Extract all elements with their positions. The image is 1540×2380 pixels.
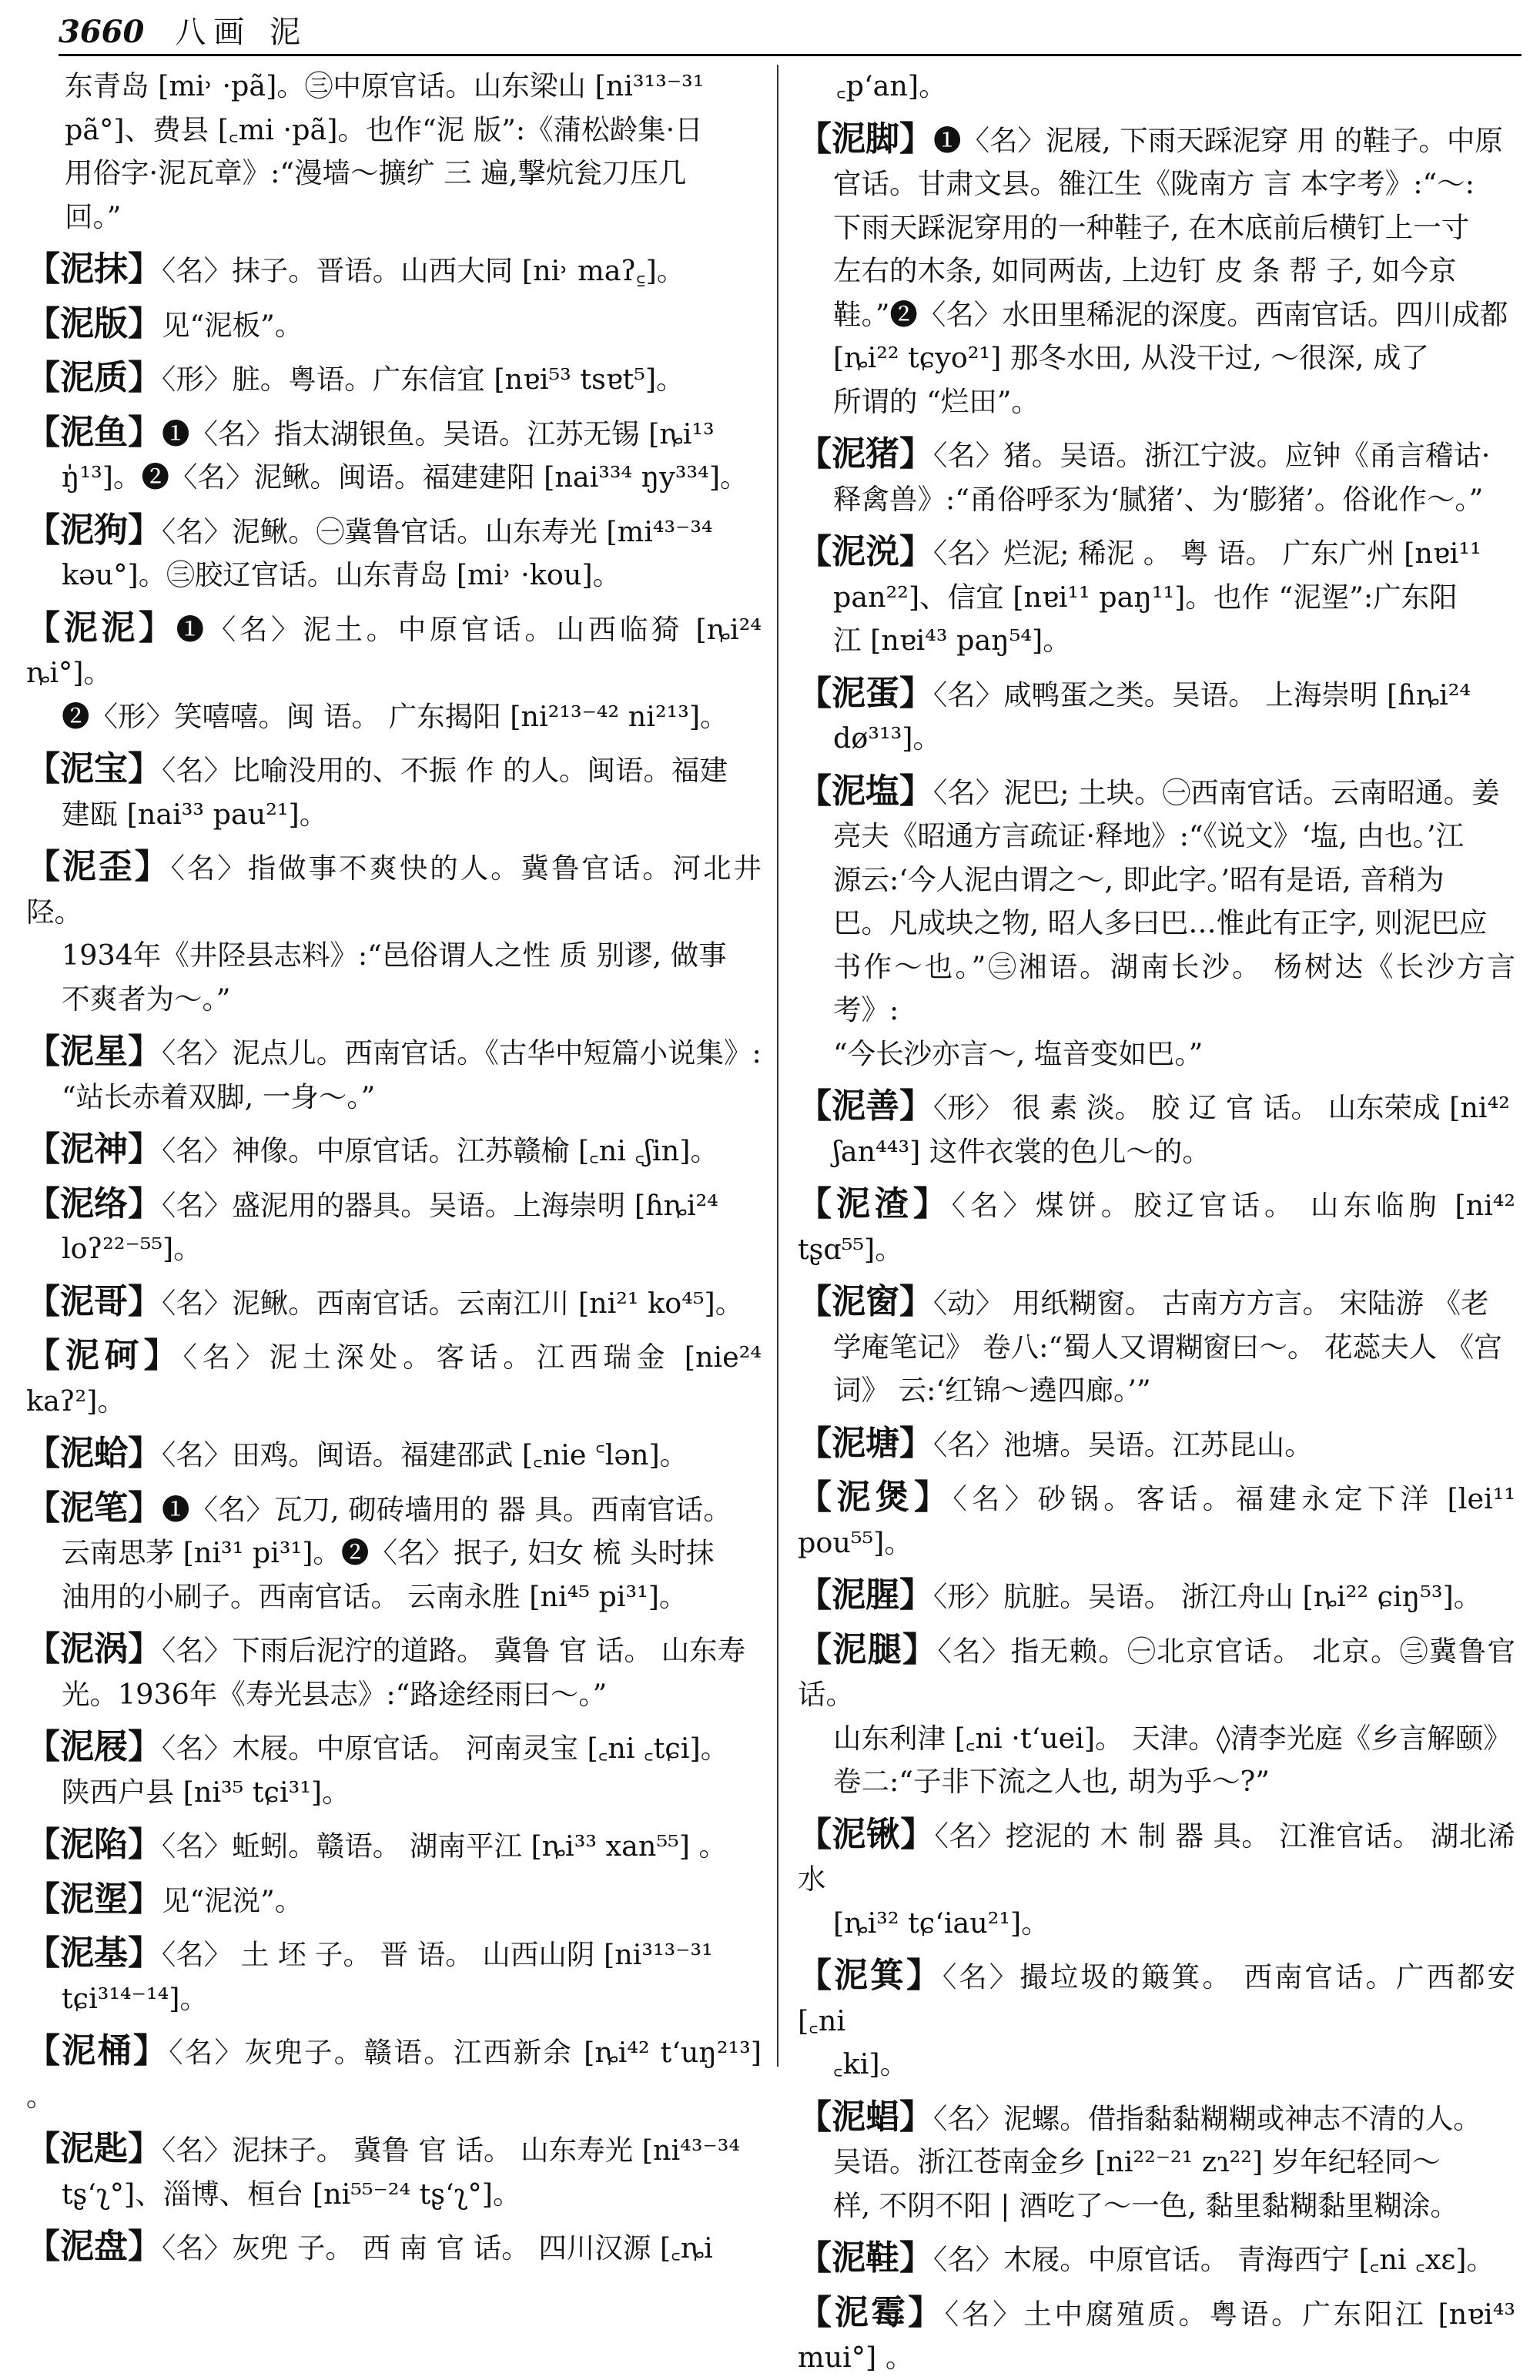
headword: 【泥匙】 [26, 2129, 162, 2168]
definition-continuation: 源云:‘今人泥甴谓之～, 即此字。’昭有是语, 音稍为 [833, 862, 1445, 896]
headword: 【泥歪】 [26, 847, 171, 886]
headword: 【泥䗉】 [798, 2097, 933, 2137]
entry-line [26, 411, 762, 457]
right-column [798, 65, 1516, 2374]
entry-line [798, 531, 1515, 576]
entry-line [26, 1628, 762, 1673]
dictionary-entry [798, 531, 1515, 663]
definition-continuation: 所谓的 “烂田”。 [833, 384, 1040, 418]
headword: 【泥塘】 [798, 1423, 933, 1463]
entry-line [26, 1432, 762, 1478]
definition-text: 〈名〉比喻没用的、不振 作 的人。闽语。福建 [162, 754, 728, 787]
headword: 【泥蛤】 [26, 1434, 162, 1473]
headword: 【泥基】 [26, 1933, 162, 1973]
definition-text: 〈名〉下雨后泥泞的道路。 冀鲁 官 话。 山东寿 [162, 1634, 746, 1667]
entry-line [798, 1954, 1515, 2043]
definition-continuation: ŋ̍¹³]。❷〈名〉泥鳅。闽语。福建建阳 [nai³³⁴ ŋy³³⁴]。 [62, 460, 748, 494]
definition-text: 〈名〉灰兜 子。 西 南 官 话。 四川汉源 [꜀ȵi [162, 2231, 713, 2265]
definition-continuation: 卷二:“子非下流之人也, 胡为乎～?” [833, 1765, 1270, 1798]
definition-continuation: “站长赤着双脚, 一身～。” [62, 1080, 376, 1113]
dictionary-entry [798, 2096, 1515, 2228]
entry-line [26, 1183, 762, 1228]
headword: 【泥哥】 [26, 1281, 162, 1321]
dictionary-entry [26, 1878, 762, 1923]
definition-continuation: kəu°]。㊂胶辽官话。山东青岛 [mi˒ ·kou]。 [62, 558, 621, 591]
dictionary-entry [26, 1487, 762, 1619]
entry-line [798, 433, 1515, 478]
entry-line [26, 748, 762, 793]
definition-continuation: 学庵笔记》 卷八:“蜀人又谓糊窗曰～。 花蕊夫人 《宫 [833, 1330, 1502, 1364]
definition-continuation: [ȵi²² tɕyo²¹] 那冬水田, 从没干过, ～很深, 成了 [833, 341, 1430, 374]
definition-continuation: 鞋。”❷〈名〉水田里稀泥的深度。西南官话。四川成都 [833, 297, 1508, 331]
definition-continuation: 样, 不阴不阳 | 酒吃了～一色, 黏里黏糊黏里糊涂。 [833, 2188, 1458, 2222]
definition-text: 〈名〉泥鳅。西南官话。云南江川 [ni²¹ ko⁴⁵]。 [162, 1286, 744, 1320]
dictionary-entry [26, 2225, 762, 2271]
definition-text: 〈名〉木屐。中原官话。 河南灵宝 [꜀ni ꜀tɕi]。 [162, 1732, 729, 1765]
entry-line [26, 1487, 762, 1532]
entry-line [798, 1813, 1515, 1902]
definition-continuation: 云南思茅 [ni³¹ pi³¹]。❷〈名〉抿子, 妇女 梳 头时抹 [62, 1536, 715, 1569]
headword: 【泥桶】 [26, 2031, 169, 2070]
entry-line [26, 1280, 762, 1326]
definition-text: 〈名〉蚯蚓。赣语。 湖南平江 [ȵi³³ xan⁵⁵] 。 [162, 1829, 728, 1863]
definition-continuation: 释禽兽》:“甬俗呼豕为‘腻猪’、为‘膨猪’。俗讹作～。” [833, 482, 1484, 516]
dictionary-entry [26, 2030, 762, 2118]
dictionary-entry [798, 672, 1515, 761]
headword: 【泥鱼】 [26, 412, 162, 452]
dictionary-entry [26, 845, 762, 1021]
definition-text: 〈动〉 用纸糊窗。 古南方方言。 宋陆游 《老 [933, 1287, 1489, 1320]
definition-continuation: 官话。甘肃文县。雒江生《陇南方 言 本字考》:“～: [833, 167, 1475, 200]
definition-text: 〈名〉猪。吴语。浙江宁波。应钟《甬言稽诂· [933, 439, 1491, 472]
entry-line [26, 2225, 762, 2271]
continued-text: 回。” [65, 199, 122, 233]
definition-text: 〈名〉烂泥; 稀泥 。 粤 语。 广东广州 [nɐi¹¹ [933, 537, 1481, 570]
headword: 【泥腿】 [798, 1629, 938, 1669]
definition-continuation: 山东利津 [꜀ni ·tʻuei]。 天津。◊清李光庭《乡言解颐》 [833, 1721, 1512, 1755]
dictionary-entry [26, 356, 762, 402]
entry-line [798, 770, 1515, 815]
definition-continuation: pan²²]、信宜 [nɐi¹¹ paŋ¹¹]。也作 “泥埿”:广东阳 [833, 580, 1458, 614]
entry-line [26, 1334, 762, 1423]
headword: 【泥鞋】 [798, 2238, 933, 2278]
definition-continuation: 光。1936年《寿光县志》:“路途经雨曰～。” [62, 1677, 608, 1711]
dictionary-entry [798, 1813, 1515, 1946]
definition-text: 〈名〉泥鳅。㊀冀鲁官话。山东寿光 [mi⁴³⁻³⁴ [162, 514, 713, 548]
entry-line [26, 356, 762, 402]
dictionary-entry [26, 1932, 762, 2020]
dictionary-entry [26, 607, 762, 739]
definition-text: 〈形〉 很 素 淡。 胶 辽 官 话。 山东荣成 [ni⁴² [933, 1091, 1510, 1124]
dictionary-entry [26, 303, 762, 348]
headword: 【泥质】 [26, 358, 162, 397]
definition-continuation: tɕi³¹⁴⁻¹⁴]。 [62, 1981, 208, 2015]
continued-text: pã°]、费县 [꜀mi ·pã]。也作“泥 版”:《蒲松龄集·日 [65, 112, 703, 146]
definition-continuation: 江 [nɐi⁴³ paŋ⁵⁴]。 [833, 624, 1071, 657]
dictionary-entry [798, 1422, 1515, 1468]
dictionary-entry [26, 411, 762, 500]
definition-text: 〈名〉 土 坯 子。 晋 语。 山西山阴 [ni³¹³⁻³¹ [162, 1938, 713, 1971]
entry-line [26, 509, 762, 554]
column-divider [777, 65, 778, 2067]
definition-text: 〈名〉泥点儿。西南官话。《古华中短篇小说集》: [162, 1036, 762, 1069]
continued-text: 东青岛 [mi˒ ·pã]。㊂中原官话。山东梁山 [ni³¹³⁻³¹ [65, 69, 705, 102]
headword: 【泥屐】 [26, 1727, 162, 1766]
continued-text: 用俗字·泥瓦章》:“漫墙～擴纩 三 遍,撃炕瓮刀压几 [65, 156, 687, 189]
entry-line [798, 118, 1515, 163]
headword: 【泥笔】 [26, 1488, 162, 1528]
definition-continuation: 左右的木条, 如同两齿, 上边钉 皮 条 帮 子, 如今京 [833, 254, 1457, 287]
dictionary-entry [26, 2127, 762, 2216]
definition-continuation: “今长沙亦言～, 塩音变如巴。” [833, 1036, 1204, 1070]
page-number: 3660 [59, 14, 145, 50]
headword: 【泥陷】 [26, 1825, 162, 1864]
headword: 【泥埿】 [26, 1879, 162, 1919]
entry-line [798, 1574, 1515, 1619]
entry-line [798, 1476, 1515, 1565]
continued-text: ꜀pʻan]。 [836, 69, 947, 102]
definition-continuation: ʃan⁴⁴³] 这件衣裳的色儿～的。 [833, 1134, 1210, 1168]
entry-line [798, 1422, 1515, 1468]
dictionary-entry [798, 1280, 1515, 1413]
dictionary-entry [798, 65, 1515, 109]
definition-continuation: 词》 云:‘红锦～遶四廊。’” [833, 1374, 1151, 1407]
definition-continuation: ❷〈形〉笑嘻嘻。闽 语。 广东揭阳 [ni²¹³⁻⁴² ni²¹³]。 [62, 699, 728, 733]
definition-continuation: 陕西户县 [ni³⁵ tɕi³¹]。 [62, 1775, 350, 1809]
definition-text: 〈名〉挖泥的 木 制 器 具。 江淮官话。 湖北浠水 [798, 1819, 1515, 1896]
entry-line [798, 1183, 1515, 1271]
dictionary-entry [26, 1030, 762, 1119]
entry-line [798, 2237, 1515, 2282]
dictionary-entry [798, 1629, 1515, 1804]
definition-text: 〈名〉指做事不爽快的人。冀鲁官话。河北井陉。 [26, 852, 762, 929]
definition-continuation: 亮夫《昭通方言疏证·释地》:“《说文》‘塩, 甴也。’江 [833, 819, 1464, 852]
entry-line [26, 1128, 762, 1173]
definition-continuation: 不爽者为～。” [62, 982, 231, 1016]
dictionary-entry [798, 1085, 1515, 1173]
headword: 【泥抹】 [26, 249, 162, 289]
dictionary-entry [798, 1476, 1515, 1565]
definition-text: 〈名〉池塘。吴语。江苏昆山。 [933, 1428, 1313, 1461]
headword: 【泥络】 [26, 1183, 162, 1223]
definition-text: 〈名〉指无赖。㊀北京官话。 北京。㊂冀鲁官话。 [798, 1634, 1516, 1711]
headword: 【泥版】 [26, 303, 162, 343]
dictionary-entry [26, 1823, 762, 1869]
dictionary-entry [26, 509, 762, 598]
definition-text: 〈形〉脏。粤语。广东信宜 [nɐi⁵³ tsɐt⁵]。 [162, 363, 685, 396]
dictionary-entry [798, 2291, 1515, 2380]
dictionary-entry [26, 65, 762, 239]
headword: 【泥霉】 [798, 2292, 945, 2332]
headword: 【泥塩】 [798, 771, 933, 811]
definition-text: 〈名〉咸鸭蛋之类。吴语。 上海崇明 [ɦȵi²⁴ [933, 678, 1471, 711]
dictionary-entry [798, 770, 1515, 1076]
definition-continuation: 巴。凡成块之物, 昭人多曰巴…惟此有正字, 则泥巴应 [833, 906, 1488, 939]
dictionary-entry [798, 1954, 1515, 2087]
definition-text: 〈名〉砂锅。客话。福建永定下洋 [lei¹¹ pou⁵⁵]。 [798, 1482, 1515, 1559]
entry-line [26, 1932, 762, 1977]
headword: 【泥神】 [26, 1130, 162, 1169]
headword: 【泥狗】 [26, 510, 162, 550]
definition-text: 〈名〉田鸡。闽语。福建邵武 [꜀nie ꜂lən]。 [162, 1438, 688, 1471]
headword: 【泥星】 [26, 1032, 162, 1071]
definition-text: 〈名〉土中腐殖质。粤语。广东阳江 [nɐi⁴³ mui°] 。 [798, 2297, 1515, 2374]
dictionary-entry [798, 433, 1515, 521]
dictionary-entry [798, 1574, 1515, 1619]
entry-line [26, 607, 762, 695]
entry-line [26, 1823, 762, 1869]
definition-text: 见“泥涚”。 [162, 1883, 303, 1917]
definition-text: 〈名〉泥螺。借指黏黏糊糊或神志不清的人。 [933, 2101, 1481, 2135]
definition-continuation: 吴语。浙江苍南金乡 [ni²²⁻²¹ zɿ²²] 岁年纪轻同～ [833, 2145, 1441, 2178]
dictionary-entry [798, 2237, 1515, 2282]
headword: 【泥盘】 [26, 2227, 162, 2266]
page-header [59, 9, 1522, 56]
left-column [26, 65, 762, 2266]
dictionary-entry [26, 1726, 762, 1814]
definition-text: 〈名〉撮垃圾的簸箕。 西南官话。广西都安 [꜀ni [798, 1960, 1515, 2037]
definition-continuation: loʔ²²⁻⁵⁵]。 [62, 1232, 202, 1265]
headword: 【泥善】 [798, 1086, 933, 1126]
definition-text: 〈名〉泥抹子。 冀鲁 官 话。 山东寿光 [ni⁴³⁻³⁴ [162, 2134, 740, 2167]
entry-line [26, 2030, 762, 2118]
dictionary-entry [26, 1432, 762, 1478]
definition-text: 〈名〉灰兜子。赣语。江西新余 [ȵi⁴² tʻuŋ²¹³] 。 [26, 2036, 762, 2113]
entry-line [798, 1085, 1515, 1130]
entry-line [26, 248, 762, 293]
definition-text: 见“泥板”。 [162, 308, 303, 342]
headword: 【泥砢】 [26, 1336, 183, 1375]
entry-line [26, 1726, 762, 1771]
dictionary-entry [798, 1183, 1515, 1271]
dictionary-entry [26, 248, 762, 293]
entry-line [26, 845, 762, 934]
entry-line [26, 2127, 762, 2173]
headword: 【泥蛋】 [798, 673, 933, 713]
entry-line [798, 2096, 1515, 2141]
entry-line [798, 2291, 1515, 2380]
headword: 【泥猪】 [798, 434, 933, 474]
definition-text: ❶〈名〉瓦刀, 砌砖墙用的 器 具。西南官话。 [162, 1492, 732, 1526]
definition-continuation: 下雨天踩泥穿用的一种鞋子, 在木底前后横钉上一寸 [833, 210, 1470, 244]
definition-continuation: [ȵi³² tɕʻiau²¹]。 [833, 1906, 1050, 1940]
headword: 【泥泥】 [26, 608, 176, 648]
definition-text: ❶〈名〉泥屐, 下雨天踩泥穿 用 的鞋子。中原 [933, 123, 1503, 157]
entry-line [798, 672, 1515, 718]
definition-text: 〈名〉盛泥用的器具。吴语。上海崇明 [ɦȵi²⁴ [162, 1188, 718, 1222]
definition-continuation: tʂʻʅ°]、淄博、桓台 [ni⁵⁵⁻²⁴ tʂʻʅ°]。 [62, 2177, 521, 2211]
definition-text: 〈名〉煤饼。胶辽官话。 山东临朐 [ni⁴² tʂɑ⁵⁵]。 [798, 1189, 1516, 1266]
definition-continuation: 建瓯 [nai³³ pau²¹]。 [62, 797, 328, 831]
entry-line [798, 1280, 1515, 1326]
dictionary-entry [26, 1280, 762, 1326]
definition-text: ❶〈名〉泥土。中原官话。山西临猗 [ȵi²⁴ ȵi°]。 [26, 612, 762, 689]
headword: 【泥箕】 [798, 1956, 943, 1995]
definition-text: ❶〈名〉指太湖银鱼。吴语。江苏无锡 [ȵi¹³ [162, 417, 715, 450]
definition-continuation: 书作～也。”㊂湘语。湖南长沙。 杨树达《长沙方言考》: [833, 949, 1515, 1026]
entry-line [26, 1878, 762, 1923]
definition-continuation: dø³¹³]。 [833, 721, 941, 755]
dictionary-entry [26, 1628, 762, 1716]
headword: 【泥宝】 [26, 749, 162, 788]
running-title: 八画 泥 [175, 15, 309, 50]
headword: 【泥脚】 [798, 119, 933, 159]
definition-text: 〈名〉泥巴; 土块。㊀西南官话。云南昭通。姜 [933, 775, 1500, 809]
dictionary-entry [26, 748, 762, 836]
headword: 【泥腥】 [798, 1575, 933, 1615]
headword: 【泥锹】 [798, 1814, 935, 1854]
headword: 【泥渣】 [798, 1184, 952, 1223]
definition-text: 〈名〉神像。中原官话。江苏赣榆 [꜀ni ꜀ʃin]。 [162, 1134, 718, 1167]
dictionary-entry [26, 1334, 762, 1423]
definition-continuation: 1934年《井陉县志料》:“邑俗谓人之性 质 别谬, 做事 [62, 939, 727, 972]
headword: 【泥煲】 [798, 1478, 953, 1517]
definition-text: 〈名〉木屐。中原官话。 青海西宁 [꜀ni ꜀xɛ]。 [933, 2243, 1495, 2276]
definition-text: 〈形〉肮脏。吴语。 浙江舟山 [ȵi²² ɕiŋ⁵³]。 [933, 1580, 1482, 1613]
definition-continuation: 油用的小刷子。西南官话。 云南永胜 [ni⁴⁵ pi³¹]。 [62, 1579, 688, 1613]
headword: 【泥窗】 [798, 1282, 933, 1321]
dictionary-entry [26, 1183, 762, 1271]
definition-text: 〈名〉抹子。晋语。山西大同 [ni˒ maʔ꜁]。 [162, 254, 685, 287]
definition-text: 〈名〉泥土深处。客话。江西瑞金 [nie²⁴ kaʔ²]。 [26, 1341, 762, 1418]
headword: 【泥涚】 [798, 532, 933, 571]
dictionary-entry [798, 118, 1515, 424]
entry-line [798, 1629, 1515, 1717]
dictionary-entry [26, 1128, 762, 1173]
headword: 【泥涡】 [26, 1629, 162, 1669]
entry-line [26, 303, 762, 348]
entry-line [26, 1030, 762, 1076]
definition-continuation: ꜀ki]。 [833, 2047, 909, 2080]
